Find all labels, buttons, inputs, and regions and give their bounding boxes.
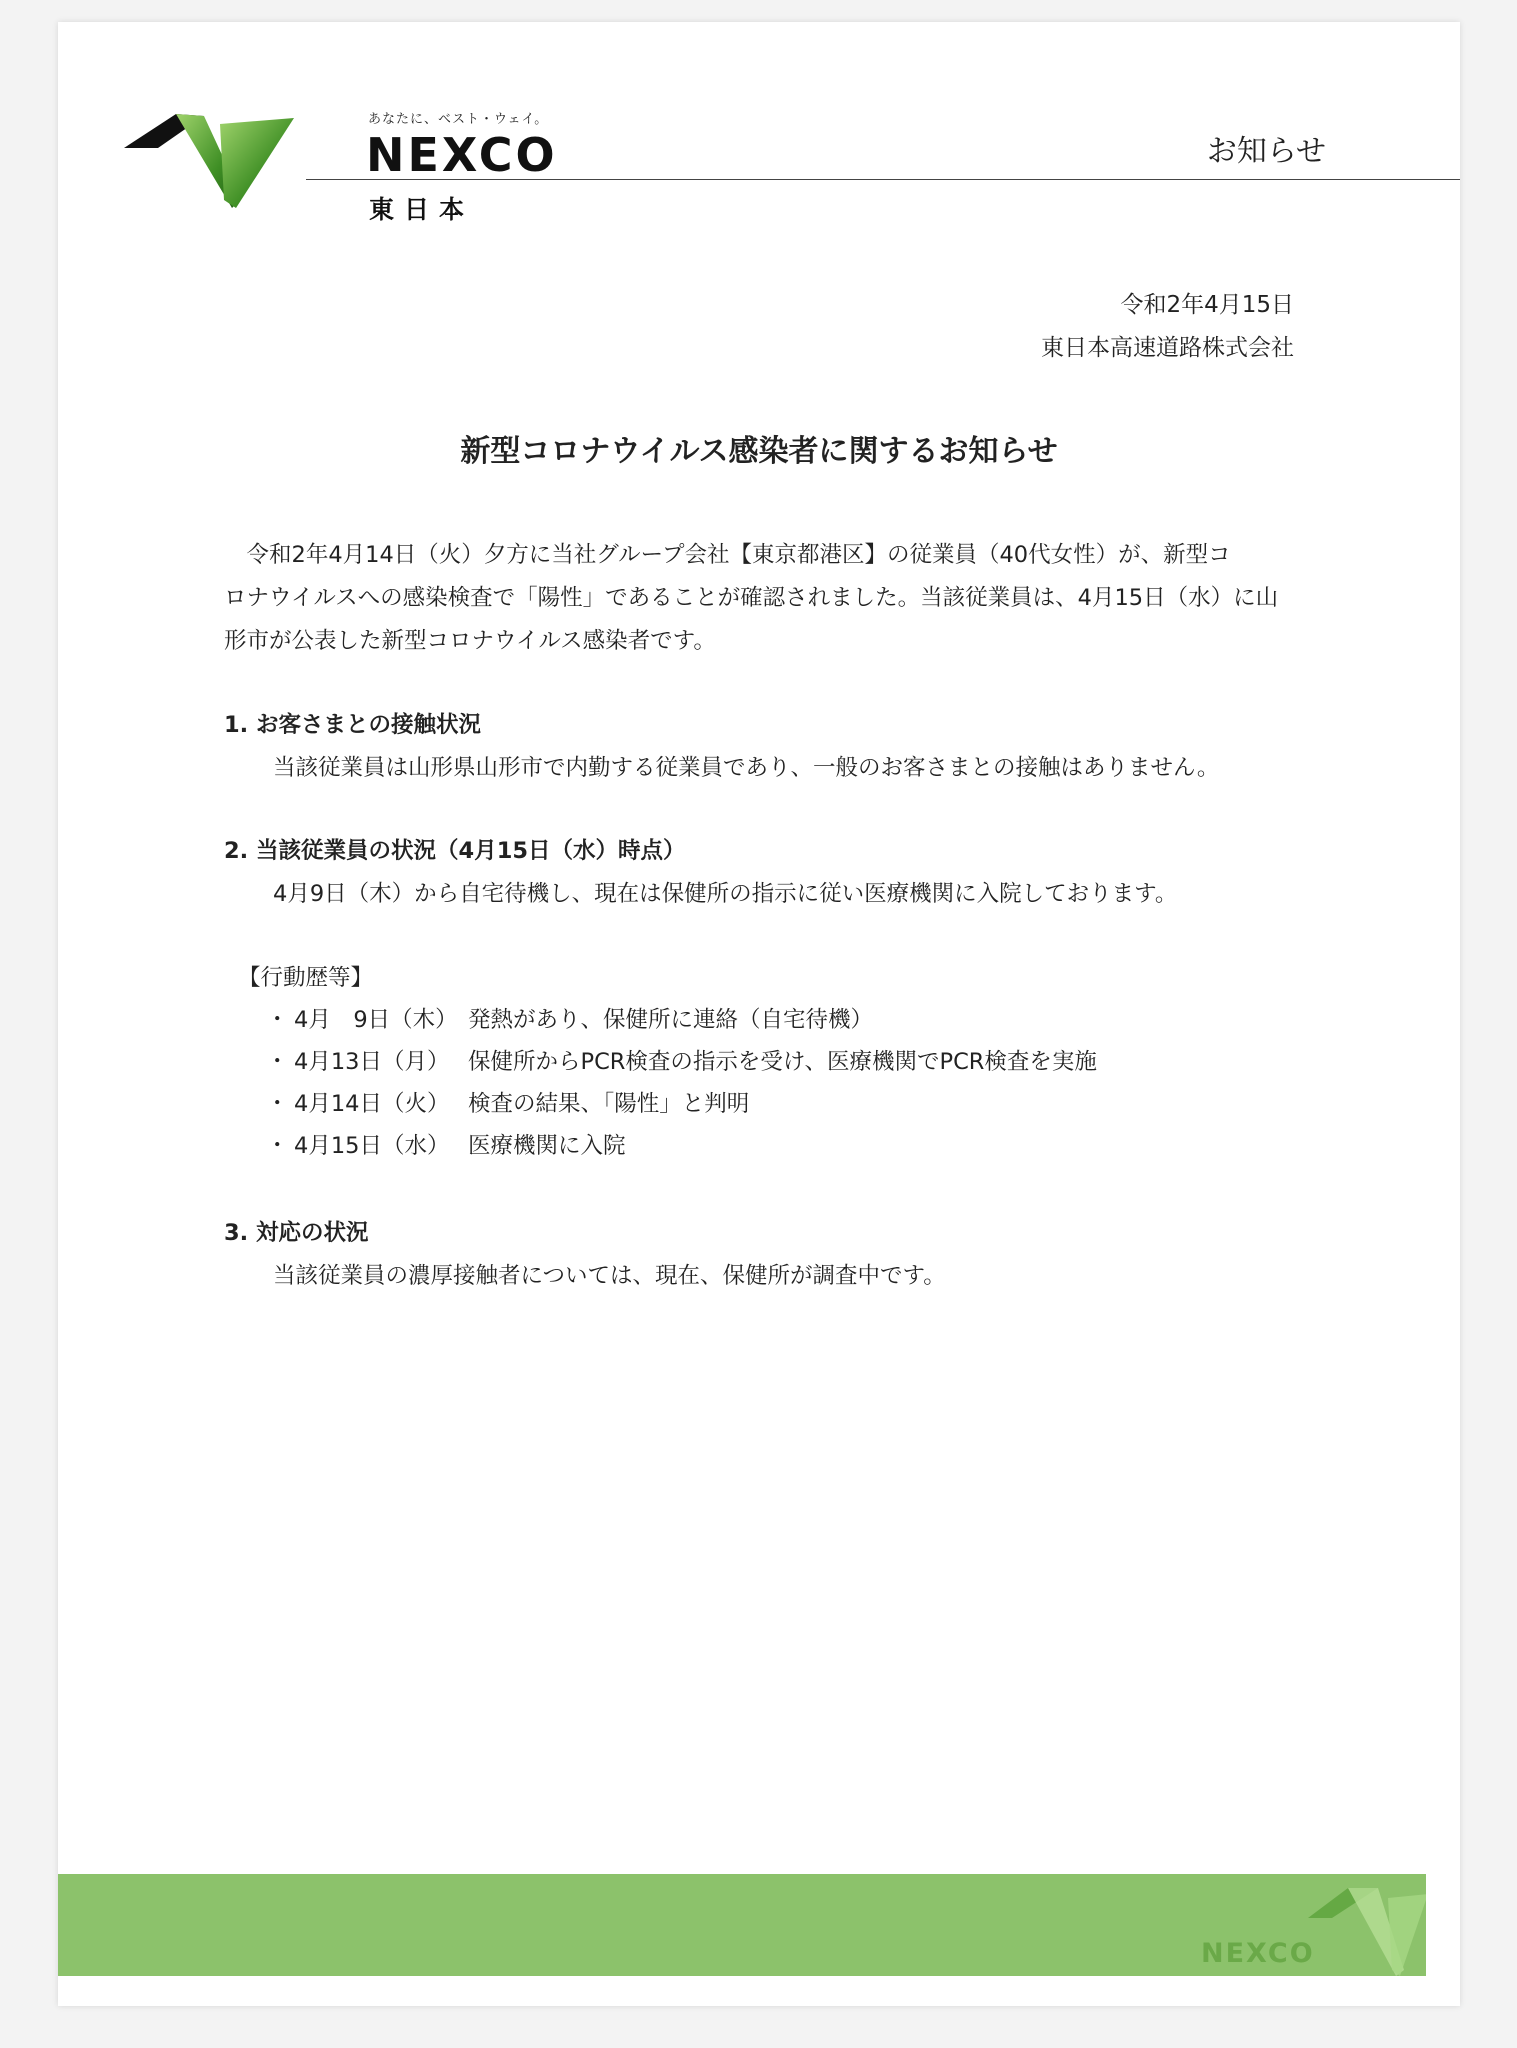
logo-tagline: あなたに、ベスト・ウェイ。 [368, 112, 549, 127]
issue-date: 令和2年4月15日 [1120, 292, 1294, 318]
bullet-icon: ・ [266, 1133, 289, 1159]
document-page [58, 22, 1460, 2006]
intro-line: ロナウイルスへの感染検査で「陽性」であることが確認されました。当該従業員は、4月15日（水）に山 [224, 585, 1279, 611]
section-body: 4月9日（木）から自宅待機し、現在は保健所の指示に従い医療機関に入院しております。 [273, 881, 1178, 907]
section-heading: 2. 当該従業員の状況（4月15日（水）時点） [224, 838, 686, 864]
page-title: 新型コロナウイルス感染者に関するお知らせ [460, 434, 1058, 469]
history-text: 発熱があり、保健所に連絡（自宅待機） [468, 1007, 874, 1033]
history-item [238, 1125, 1318, 1167]
section-body: 当該従業員の濃厚接触者については、現在、保健所が調査中です。 [273, 1263, 946, 1289]
notice-label: お知らせ [1206, 134, 1326, 169]
logo-sub: 東日本 [369, 195, 475, 224]
bullet-icon: ・ [266, 1049, 289, 1075]
company-name: 東日本高速道路株式会社 [1041, 335, 1294, 361]
section-heading: 1. お客さまとの接触状況 [224, 712, 482, 738]
history-heading: 【行動歴等】 [238, 965, 374, 991]
intro-line: 形市が公表した新型コロナウイルス感染者です。 [224, 628, 716, 654]
header-rule [306, 179, 1460, 180]
section-body: 当該従業員は山形県山形市で内勤する従業員であり、一般のお客さまとの接触はありません。 [273, 755, 1220, 781]
footer-band [58, 1874, 1426, 1976]
history-text: 医療機関に入院 [468, 1133, 626, 1159]
intro-line: 令和2年4月14日（火）夕方に当社グループ会社【東京都港区】の従業員（40代女性）が、新型コ [224, 542, 1231, 568]
activity-history [238, 957, 1318, 1167]
history-date: 4月15日（水） [294, 1133, 450, 1159]
history-item [238, 1041, 1318, 1083]
intro-paragraph [224, 534, 1304, 663]
logo-brand: NEXCO [366, 128, 558, 182]
nexco-v-mark-icon [124, 104, 294, 224]
section-customer-contact [224, 704, 1304, 790]
history-date: 4月13日（月） [294, 1049, 450, 1075]
history-date: 4月14日（火） [294, 1091, 450, 1117]
bullet-icon: ・ [266, 1091, 289, 1117]
bullet-icon: ・ [266, 1007, 289, 1033]
history-item [238, 1083, 1318, 1125]
history-text: 保健所からPCR検査の指示を受け、医療機関でPCR検査を実施 [468, 1049, 1097, 1075]
history-item [238, 999, 1318, 1041]
date-block [1041, 284, 1294, 370]
footer-brand: NEXCO [1201, 1938, 1315, 1969]
history-date: 4月 9日（木） [294, 1007, 458, 1033]
section-employee-status [224, 830, 1304, 916]
history-text: 検査の結果、「陽性」と判明 [468, 1091, 750, 1117]
nexco-logo [124, 88, 558, 238]
section-heading: 3. 対応の状況 [224, 1220, 369, 1246]
section-response [224, 1212, 1304, 1298]
